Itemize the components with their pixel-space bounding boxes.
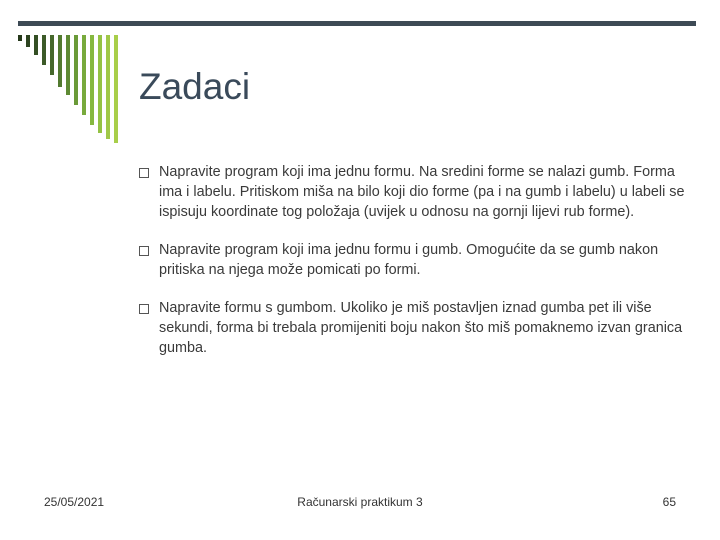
- bullet-text: Napravite program koji ima jednu formu. Na sredini forme se nalazi gumb. Forma ima i labelu. Pritiskom miša na bilo koji dio forme (pa i na gumb i labelu) u labeli se ispisuju koordinate tog položaja (uvijek u odnosu na gornji lijevi rub forme).: [159, 164, 685, 220]
- bullet-item: [139, 298, 691, 358]
- footer-date: 25/05/2021: [44, 495, 105, 509]
- stripe: [42, 35, 46, 65]
- stripe: [82, 35, 86, 115]
- square-bullet-icon: [139, 246, 149, 256]
- stripe: [98, 35, 102, 133]
- bullet-list: [139, 162, 691, 358]
- stripe: [114, 35, 118, 143]
- bullet-item: [139, 240, 691, 280]
- top-header-bar: [18, 21, 696, 26]
- footer-page-number: 65: [662, 495, 676, 509]
- bullet-item: [139, 162, 691, 222]
- stripe: [74, 35, 78, 105]
- slide-title: Zadaci: [139, 66, 251, 107]
- bullet-text: Napravite program koji ima jednu formu i gumb. Omogućite da se gumb nakon pritiska na njega može pomicati po formi.: [159, 242, 659, 278]
- stripe: [50, 35, 54, 75]
- square-bullet-icon: [139, 304, 149, 314]
- stripe: [90, 35, 94, 125]
- stripe: [106, 35, 110, 139]
- square-bullet-icon: [139, 168, 149, 178]
- stripe: [26, 35, 30, 47]
- stripe: [18, 35, 22, 41]
- stripe: [66, 35, 70, 95]
- stripe: [58, 35, 62, 87]
- bullet-text: Napravite formu s gumbom. Ukoliko je miš postavljen iznad gumba pet ili više sekundi, forma bi trebala promijeniti boju nakon što miš pomaknemo izvan granica gumba.: [159, 300, 683, 356]
- stripe: [34, 35, 38, 55]
- footer-course-title: Računarski praktikum 3: [297, 495, 423, 509]
